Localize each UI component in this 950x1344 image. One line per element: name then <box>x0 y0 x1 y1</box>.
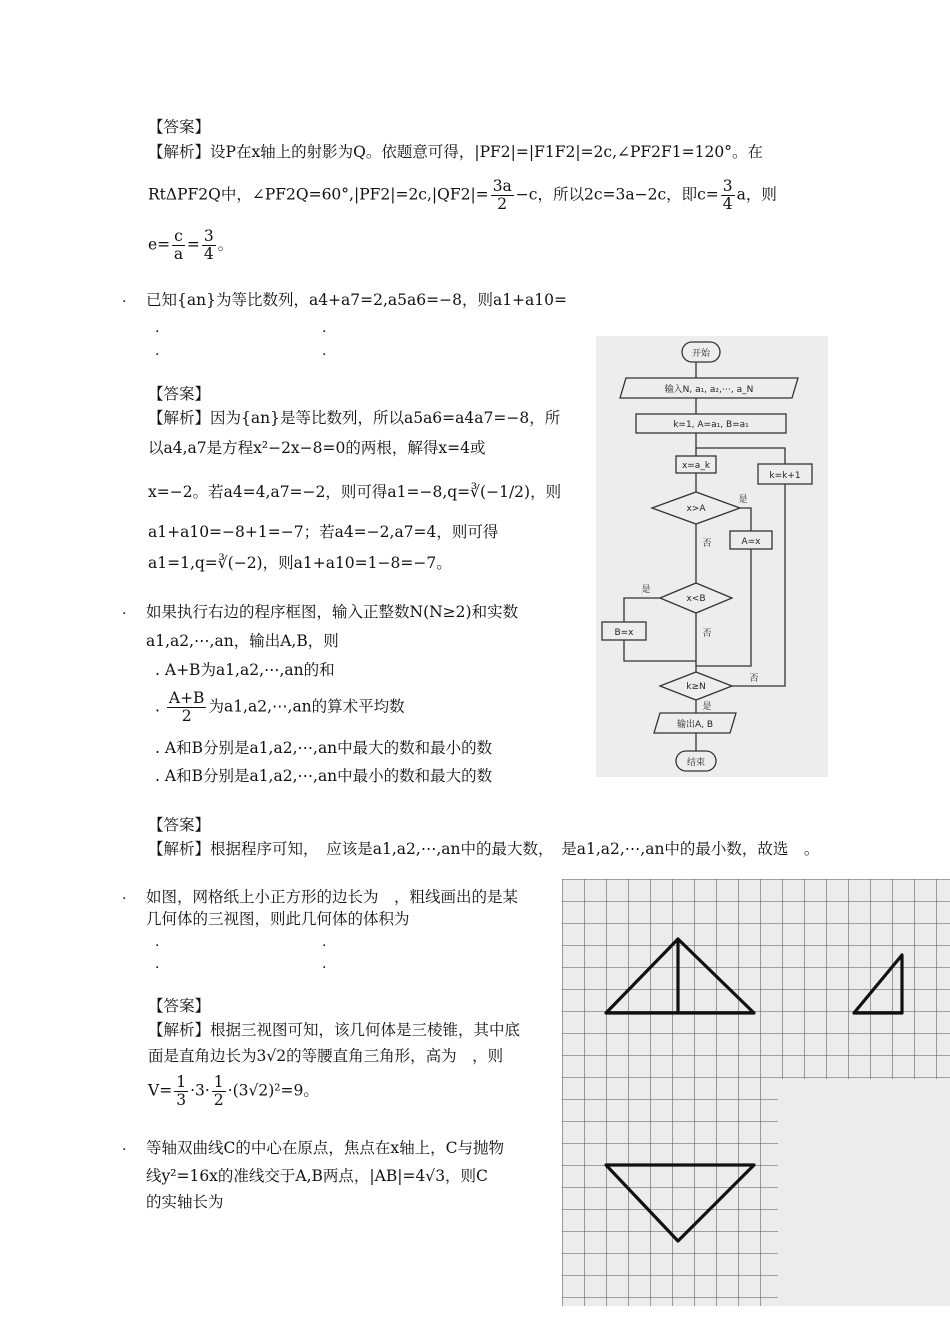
q2-analysis-5: a1=1,q=∛(−2)，则a1+a10=1−8=−7。 <box>148 554 452 572</box>
answer-label-2: 【答案】 <box>148 385 211 403</box>
fraction: $\frac{c}{a}$ <box>173 227 184 263</box>
q5-stem-2: 线y²=16x的准线交于A,B两点，|AB|=4√3，则C <box>146 1167 488 1185</box>
analysis-text: 设P在x轴上的射影为Q。依题意可得，|PF2|=|F1F2|=2c,∠PF2F1=120°。在 <box>210 143 763 161</box>
option-dot: . <box>155 343 160 359</box>
q4-stem-1: 如图，网格纸上小正方形的边长为 ，粗线画出的是某 <box>146 888 519 906</box>
q2-analysis-4: a1+a10=−8+1=−7；若a4=−2,a7=4，则可得 <box>148 523 499 541</box>
q3-option-d: . A和B分别是a1,a2,⋯,an中最小的数和最大的数 <box>155 767 493 785</box>
q3-option-a: . A+B为a1,a2,⋯,an的和 <box>155 661 335 679</box>
flow-output: 输出A, B <box>676 720 714 730</box>
q3-stem-2: a1,a2,⋯,an，输出A,B，则 <box>146 632 339 650</box>
fraction: $\frac{A+B}{2}$ <box>168 689 205 725</box>
cube-root: ∛(−1/2) <box>470 483 531 501</box>
q5-stem-3: 的实轴长为 <box>146 1193 224 1211</box>
math-text: a，则 <box>736 185 777 204</box>
q4-analysis-2: 面是直角边长为3√2的等腰直角三角形，高为 ，则 <box>148 1047 504 1065</box>
q3-option-b: . $\frac{A+B}{2}$ 为a1,a2,⋯,an的算术平均数 <box>155 689 405 725</box>
flow-no2: 否 <box>702 629 712 639</box>
flow-yes1: 是 <box>738 495 748 505</box>
answer-label-1: 【答案】 <box>148 118 211 136</box>
math-text: −c，所以2c=3a−2c，即c= <box>515 185 719 204</box>
option-dot: . <box>155 320 160 336</box>
flow-assign: x=a_k <box>681 461 711 471</box>
answer-label-3: 【答案】 <box>148 816 211 834</box>
option-dot: . <box>322 934 327 950</box>
flow-end: 结束 <box>686 758 706 768</box>
q2-analysis-1: 【解析】因为{an}是等比数列，所以a5a6=a4a7=−8，所 <box>148 409 561 427</box>
three-view-grid-photo <box>562 879 950 1306</box>
question-number: . <box>122 887 127 903</box>
flow-yes3: 是 <box>702 702 712 712</box>
question-number: . <box>122 1138 127 1154</box>
flow-set-a: A=x <box>741 537 761 547</box>
q4-analysis-1: 【解析】根据三视图可知，该几何体是三棱锥，其中底 <box>148 1021 521 1039</box>
fraction: $\frac{3}{4}$ <box>203 227 214 263</box>
q2-stem: 已知{an}为等比数列，a4+a7=2,a5a6=−8，则a1+a10= <box>146 291 567 309</box>
analysis-label: 【解析】 <box>148 143 211 161</box>
flow-cond3: k≥N <box>686 682 706 692</box>
flow-cond1: x>A <box>686 504 706 514</box>
flow-set-b: B=x <box>614 628 634 638</box>
fraction: $\frac{1}{2}$ <box>213 1073 224 1109</box>
q2-analysis-2: 以a4,a7是方程x²−2x−8=0的两根，解得x=4或 <box>148 439 486 457</box>
answer-label-4: 【答案】 <box>148 997 211 1015</box>
q4-analysis-3: V= $\frac{1}{3}$ ·3· $\frac{1}{2}$ ·(3√2)²=9。 <box>148 1073 319 1109</box>
flowchart <box>596 336 828 777</box>
flowchart-photo <box>596 336 828 777</box>
analysis-1-line2 <box>148 178 777 213</box>
q2-analysis-3: x=−2。若a4=4,a7=−2，则可得a1=−8,q=∛(−1/2)，则 <box>148 483 562 501</box>
fraction: $\frac{3a}{2}$ <box>492 177 512 213</box>
flow-no3: 否 <box>749 674 759 684</box>
q3-stem-1: 如果执行右边的程序框图，输入正整数N(N≥2)和实数 <box>146 603 519 621</box>
flow-cond2: x<B <box>686 594 706 604</box>
fraction: $\frac{3}{4}$ <box>722 177 733 213</box>
flow-inc: k=k+1 <box>769 471 801 481</box>
option-dot: . <box>322 956 327 972</box>
flow-yes2: 是 <box>641 585 651 595</box>
analysis-1-line1 <box>148 142 763 162</box>
question-number: . <box>122 602 127 618</box>
q3-analysis: 【解析】根据程序可知， 应该是a1,a2,⋯,an中的最大数， 是a1,a2,⋯,an中的最小数，故选 。 <box>148 840 820 858</box>
flow-input: 输入N, a₁, a₂,⋯, a_N <box>664 385 754 395</box>
three-view-diagram <box>562 879 950 1306</box>
option-dot: . <box>322 320 327 336</box>
analysis-1-line3: e= $\frac{c}{a}$ = $\frac{3}{4}$ 。 <box>148 227 234 263</box>
option-dot: . <box>322 343 327 359</box>
option-dot: . <box>155 934 160 950</box>
flow-init: k=1, A=a₁, B=a₁ <box>673 420 749 430</box>
fraction: $\frac{1}{3}$ <box>176 1073 187 1109</box>
flow-no1: 否 <box>702 539 712 549</box>
math-text: RtΔPF2Q中，∠PF2Q=60°,|PF2|=2c,|QF2|= <box>148 185 489 204</box>
option-dot: . <box>155 956 160 972</box>
q4-stem-2: 几何体的三视图，则此几何体的体积为 <box>146 910 410 928</box>
q5-stem-1: 等轴双曲线C的中心在原点，焦点在x轴上，C与抛物 <box>146 1139 504 1157</box>
flow-start: 开始 <box>691 349 711 359</box>
q3-option-c: . A和B分别是a1,a2,⋯,an中最大的数和最小的数 <box>155 739 493 757</box>
question-number: . <box>122 290 127 306</box>
